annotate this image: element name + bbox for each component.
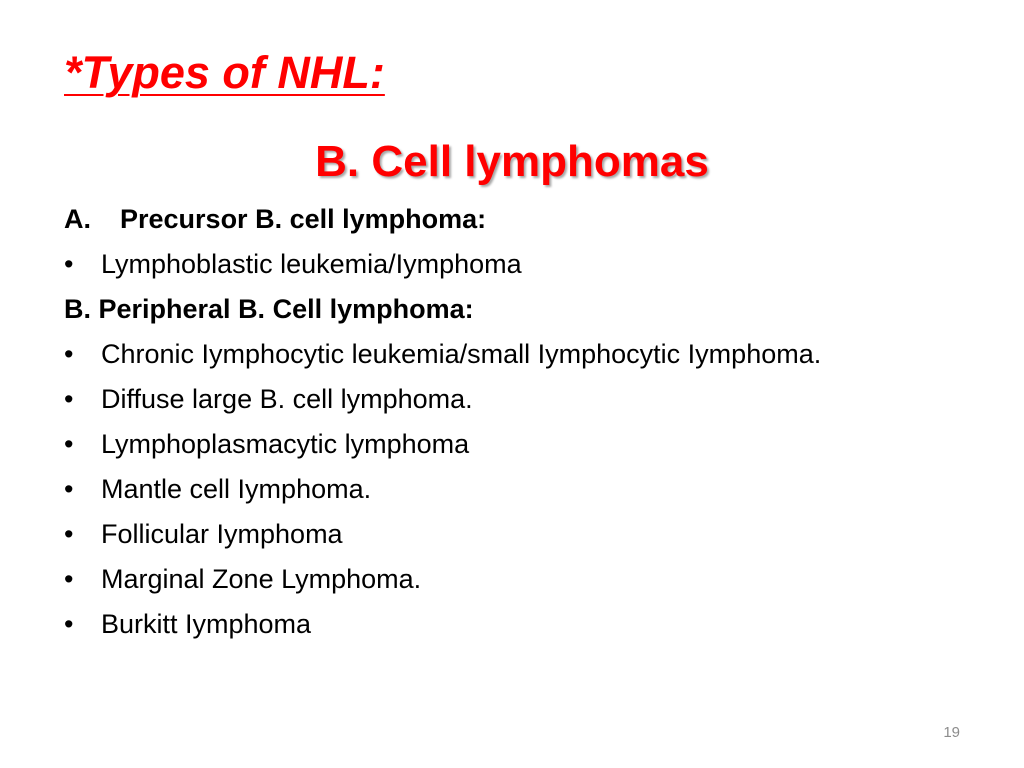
list-item [64, 382, 964, 417]
bullet-icon: • [64, 519, 74, 549]
list-item [64, 247, 964, 282]
list-item [64, 562, 964, 597]
list-item-text: Diffuse large B. cell lymphoma. [101, 384, 473, 414]
bullet-icon: • [64, 474, 74, 504]
list-item-text: Chronic Iymphocytic leukemia/small Iymphocytic Iymphoma. [101, 339, 822, 369]
list-item-text: Marginal Zone Lymphoma. [101, 564, 422, 594]
slide-body [64, 202, 964, 652]
slide-subtitle: B. Cell lymphomas [315, 137, 709, 186]
list-item [64, 472, 964, 507]
page-number: 19 [943, 724, 960, 741]
list-item [64, 517, 964, 552]
list-item-text: Lymphoplasmacytic lymphoma [101, 429, 470, 459]
bullet-icon: • [64, 564, 74, 594]
list-item [64, 607, 964, 642]
slide-title: *Types of NHL: [64, 47, 385, 98]
list-item-text: Burkitt Iymphoma [101, 609, 312, 639]
list-item-text: Follicular Iymphoma [101, 519, 343, 549]
bullet-icon: • [64, 429, 74, 459]
bullet-icon: • [64, 384, 74, 414]
section-b-label: B. Peripheral B. Cell lymphoma: [64, 294, 474, 324]
list-item [64, 427, 964, 462]
list-item [64, 337, 964, 372]
bullet-icon: • [64, 609, 74, 639]
section-a-label: Precursor B. cell lymphoma: [120, 204, 487, 234]
list-item-text: Lymphoblastic leukemia/Iymphoma [101, 249, 522, 279]
list-item-text: Mantle cell Iymphoma. [101, 474, 372, 504]
bullet-icon: • [64, 339, 74, 369]
section-a-heading [64, 202, 964, 237]
bullet-icon: • [64, 249, 74, 279]
section-b-heading [64, 292, 964, 327]
section-a-marker: A. [64, 204, 91, 234]
